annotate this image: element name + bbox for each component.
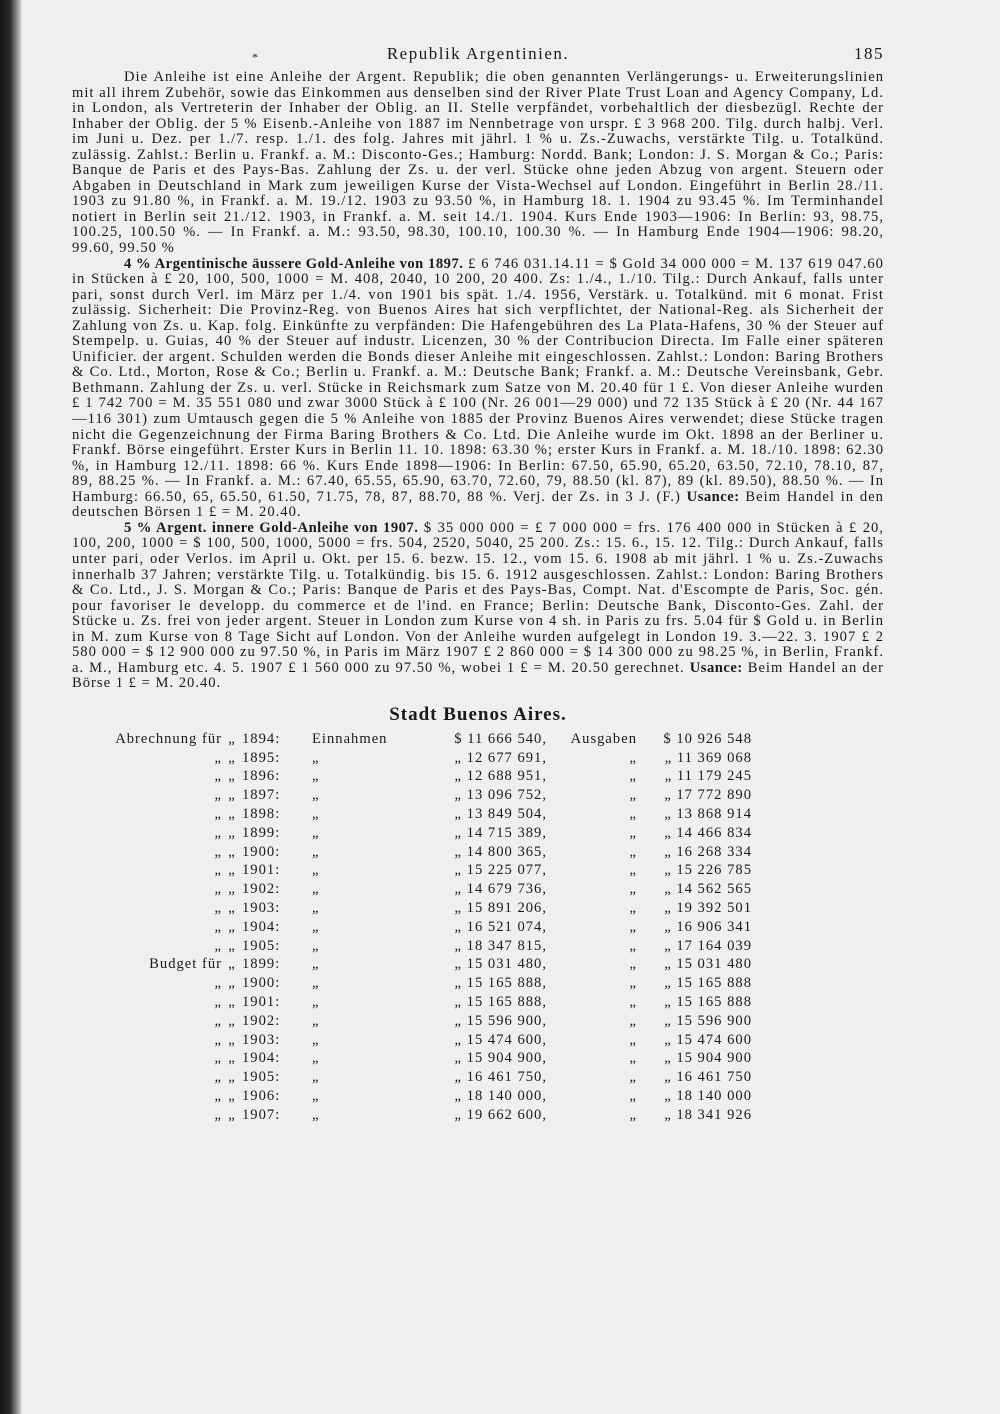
income-label: „ xyxy=(312,900,320,917)
expense-label: „ xyxy=(629,824,637,841)
heading-gold-loan-1907: 5 % Argent. innere Gold-Anleihe von 1907. xyxy=(124,519,419,536)
row-label: „ xyxy=(214,1069,222,1086)
expense-label: „ xyxy=(629,1050,637,1067)
income-value: „ 15 165 888, xyxy=(454,994,547,1011)
paragraph-gold-loan-1907 xyxy=(72,521,884,692)
expense-label: „ xyxy=(629,937,637,954)
expense-value: „ 15 165 888 xyxy=(664,994,752,1011)
section-title: Stadt Buenos Aires. xyxy=(389,703,567,725)
table-row xyxy=(72,937,884,956)
row-year: 1902: xyxy=(242,1012,281,1029)
expense-label: „ xyxy=(629,900,637,917)
income-value: „ 18 140 000, xyxy=(454,1088,547,1105)
expense-value: „ 18 341 926 xyxy=(664,1106,752,1123)
row-year: 1899: xyxy=(242,824,281,841)
income-value: „ 15 596 900, xyxy=(454,1012,547,1029)
row-label: Budget für xyxy=(149,956,222,973)
ditto-mark: „ xyxy=(228,862,236,879)
income-value: „ 16 521 074, xyxy=(454,918,547,935)
income-value: „ 15 474 600, xyxy=(454,1031,547,1048)
row-label: „ xyxy=(214,900,222,917)
page-number: 185 xyxy=(854,44,884,63)
table-row xyxy=(72,1087,884,1106)
ditto-mark: „ xyxy=(228,730,236,747)
row-label: „ xyxy=(214,881,222,898)
row-label: „ xyxy=(214,1050,222,1067)
table-row xyxy=(72,1049,884,1068)
table-row xyxy=(72,918,884,937)
table-row xyxy=(72,974,884,993)
income-value: „ 13 849 504, xyxy=(454,806,547,823)
table-row xyxy=(72,824,884,843)
ditto-mark: „ xyxy=(228,843,236,860)
expense-label: „ xyxy=(629,787,637,804)
expense-value: „ 15 031 480 xyxy=(664,956,752,973)
row-year: 1904: xyxy=(242,918,281,935)
income-label: „ xyxy=(312,824,320,841)
table-row xyxy=(72,861,884,880)
page-title: Republik Argentinien. xyxy=(386,44,570,63)
expense-label: „ xyxy=(629,956,637,973)
income-label: „ xyxy=(312,881,320,898)
row-label: „ xyxy=(214,768,222,785)
row-year: 1901: xyxy=(242,994,281,1011)
usance-label: Usance: xyxy=(689,659,743,676)
expense-value: „ 17 164 039 xyxy=(664,937,752,954)
row-year: 1905: xyxy=(242,937,281,954)
revenue-expense-table xyxy=(72,730,884,1125)
ditto-mark: „ xyxy=(228,1069,236,1086)
table-row xyxy=(72,730,884,749)
row-label: „ xyxy=(214,806,222,823)
table-row xyxy=(72,1012,884,1031)
row-year: 1902: xyxy=(242,881,281,898)
expense-label: „ xyxy=(629,749,637,766)
expense-value: „ 15 226 785 xyxy=(664,862,752,879)
ditto-mark: „ xyxy=(228,900,236,917)
row-label: Abrechnung für xyxy=(115,730,222,747)
expense-label: „ xyxy=(629,994,637,1011)
ditto-mark: „ xyxy=(228,1050,236,1067)
ditto-mark: „ xyxy=(228,1012,236,1029)
table-row xyxy=(72,786,884,805)
row-year: 1899: xyxy=(242,956,281,973)
income-label: „ xyxy=(312,975,320,992)
income-label: „ xyxy=(312,862,320,879)
expense-label: „ xyxy=(629,843,637,860)
document-page xyxy=(72,40,884,1125)
row-label: „ xyxy=(214,824,222,841)
row-label: „ xyxy=(214,937,222,954)
expense-value: „ 15 596 900 xyxy=(664,1012,752,1029)
expense-value: „ 17 772 890 xyxy=(664,787,752,804)
table-row xyxy=(72,1068,884,1087)
expense-value: „ 15 165 888 xyxy=(664,975,752,992)
usance-label: Usance: xyxy=(686,488,740,505)
income-label: „ xyxy=(312,937,320,954)
income-label: „ xyxy=(312,1050,320,1067)
table-row xyxy=(72,805,884,824)
row-year: 1898: xyxy=(242,806,281,823)
usance-text: Beim Handel an der Börse 1 £ = M. 20.40. xyxy=(72,659,884,692)
income-label: „ xyxy=(312,806,320,823)
income-value: „ 14 715 389, xyxy=(454,824,547,841)
income-label: „ xyxy=(312,1031,320,1048)
income-value: „ 18 347 815, xyxy=(454,937,547,954)
income-value: „ 12 677 691, xyxy=(454,749,547,766)
income-value: „ 15 165 888, xyxy=(454,975,547,992)
income-label: „ xyxy=(312,956,320,973)
income-label: „ xyxy=(312,994,320,1011)
income-value: „ 19 662 600, xyxy=(454,1106,547,1123)
row-label: „ xyxy=(214,1106,222,1123)
row-label: „ xyxy=(214,749,222,766)
ditto-mark: „ xyxy=(228,1031,236,1048)
table-row xyxy=(72,749,884,768)
row-label: „ xyxy=(214,975,222,992)
expense-value: „ 13 868 914 xyxy=(664,806,752,823)
scan-binding-edge xyxy=(0,0,22,1414)
expense-label: „ xyxy=(629,975,637,992)
income-value: „ 15 904 900, xyxy=(454,1050,547,1067)
row-year: 1894: xyxy=(242,730,281,747)
income-label: „ xyxy=(312,787,320,804)
expense-label: „ xyxy=(629,1106,637,1123)
usance-text: Beim Handel in den deutschen Börsen 1 £ = M. 20.40. xyxy=(72,488,884,521)
income-value: „ 14 679 736, xyxy=(454,881,547,898)
income-label: „ xyxy=(312,1106,320,1123)
expense-label: „ xyxy=(629,1012,637,1029)
expense-label: „ xyxy=(629,1088,637,1105)
ditto-mark: „ xyxy=(228,824,236,841)
income-label: „ xyxy=(312,918,320,935)
row-year: 1903: xyxy=(242,1031,281,1048)
table-row xyxy=(72,993,884,1012)
ditto-mark: „ xyxy=(228,1088,236,1105)
expense-value: „ 16 906 341 xyxy=(664,918,752,935)
income-value: „ 14 800 365, xyxy=(454,843,547,860)
row-label: „ xyxy=(214,1088,222,1105)
table-row xyxy=(72,899,884,918)
table-row xyxy=(72,1031,884,1050)
row-year: 1904: xyxy=(242,1050,281,1067)
expense-value: „ 11 179 245 xyxy=(664,768,752,785)
row-label: „ xyxy=(214,787,222,804)
row-year: 1903: xyxy=(242,900,281,917)
table-row xyxy=(72,767,884,786)
row-year: 1897: xyxy=(242,787,281,804)
row-year: 1901: xyxy=(242,862,281,879)
ditto-mark: „ xyxy=(228,956,236,973)
income-label: Einnahmen xyxy=(312,730,388,747)
table-row xyxy=(72,843,884,862)
ditto-mark: „ xyxy=(228,994,236,1011)
ditto-mark: „ xyxy=(228,749,236,766)
row-label: „ xyxy=(214,1012,222,1029)
income-value: „ 15 225 077, xyxy=(454,862,547,879)
expense-value: „ 15 904 900 xyxy=(664,1050,752,1067)
row-label: „ xyxy=(214,843,222,860)
heading-gold-loan-1897: 4 % Argentinische äussere Gold-Anleihe von 1897. xyxy=(124,255,464,272)
expense-value: „ 19 392 501 xyxy=(664,900,752,917)
table-row xyxy=(72,1106,884,1125)
ditto-mark: „ xyxy=(228,787,236,804)
ditto-mark: „ xyxy=(228,937,236,954)
income-value: „ 16 461 750, xyxy=(454,1069,547,1086)
ditto-mark: „ xyxy=(228,806,236,823)
row-label: „ xyxy=(214,862,222,879)
row-label: „ xyxy=(214,1031,222,1048)
income-label: „ xyxy=(312,1012,320,1029)
ditto-mark: „ xyxy=(228,918,236,935)
expense-label: Ausgaben xyxy=(570,730,637,747)
income-value: $ 11 666 540, xyxy=(454,730,547,747)
expense-label: „ xyxy=(629,1031,637,1048)
income-label: „ xyxy=(312,1088,320,1105)
ditto-mark: „ xyxy=(228,881,236,898)
income-label: „ xyxy=(312,1069,320,1086)
row-year: 1896: xyxy=(242,768,281,785)
ditto-mark: „ xyxy=(228,1106,236,1123)
expense-value: „ 16 461 750 xyxy=(664,1069,752,1086)
income-value: „ 15 031 480, xyxy=(454,956,547,973)
expense-label: „ xyxy=(629,881,637,898)
expense-value: „ 15 474 600 xyxy=(664,1031,752,1048)
expense-label: „ xyxy=(629,862,637,879)
expense-value: „ 16 268 334 xyxy=(664,843,752,860)
expense-value: „ 11 369 068 xyxy=(664,749,752,766)
paragraph-gold-loan-1897 xyxy=(72,257,884,521)
expense-label: „ xyxy=(629,1069,637,1086)
expense-label: „ xyxy=(629,918,637,935)
ditto-mark: „ xyxy=(228,975,236,992)
expense-value: $ 10 926 548 xyxy=(663,730,752,747)
row-year: 1900: xyxy=(242,975,281,992)
expense-label: „ xyxy=(629,806,637,823)
running-head xyxy=(72,40,884,70)
table-row xyxy=(72,880,884,899)
income-label: „ xyxy=(312,843,320,860)
printer-mark: * xyxy=(252,50,260,64)
expense-value: „ 14 466 834 xyxy=(664,824,752,841)
income-label: „ xyxy=(312,749,320,766)
income-value: „ 15 891 206, xyxy=(454,900,547,917)
ditto-mark: „ xyxy=(228,768,236,785)
row-label: „ xyxy=(214,918,222,935)
text-gold-loan-1907: $ 35 000 000 = £ 7 000 000 = frs. 176 400 000 in Stücken à £ 20, 100, 200, 1000 = $ 100, 500, 1000, 5000 = frs. 504, 2520, 5040, 25 200. Zs.: 15. 6., 15. 12. Tilg.: Durch Ankauf, falls unter pari, oder Verlos. im April u. Okt. per 15. 6. bezw. 15. 12., vom 15. 6. 1908 ab mit jährl. 1 % u. Zs.-Zuwachs innerhalb 37 Jahren; verstärkte Tilg. u. Totalkündig. bis 15. 6. 1912 ausgeschlossen. Zahlst.: London: Baring Brothers & Co. Ltd., J. S. Morgan & Co.; Paris: Banque de Paris et des Pays-Bas, Compt. Nat. d'Escompte de Paris, Soc. gén. pour favoriser le developp. du commerce et de l'ind. en France; Berlin: Deutsche Bank, Disconto-Ges. Zahl. der Stücke u. Zs. frei von jeder argent. Steuer in London zum Kurse von 4 sh. in Paris zu frs. 5.04 für $ Gold u. in Berlin in M. zum Kurse von 8 Tage Sicht auf London. Von der Anleihe wurden aufgelegt in London 19. 3.—22. 3. 1907 £ 2 580 000 = $ 12 900 000 zu 97.50 %, in Paris im März 1907 £ 2 860 000 = $ 14 300 000 zu 98.25 %, in Berlin, Frankf. a. M., Hamburg etc. 4. 5. 1907 £ 1 560 000 zu 97.50 %, wobei 1 £ = M. 20.50 gerechnet. xyxy=(72,519,884,676)
row-year: 1905: xyxy=(242,1069,281,1086)
expense-value: „ 14 562 565 xyxy=(664,881,752,898)
row-year: 1900: xyxy=(242,843,281,860)
table-row xyxy=(72,955,884,974)
row-year: 1907: xyxy=(242,1106,281,1123)
income-value: „ 12 688 951, xyxy=(454,768,547,785)
expense-label: „ xyxy=(629,768,637,785)
row-year: 1906: xyxy=(242,1088,281,1105)
row-year: 1895: xyxy=(242,749,281,766)
row-label: „ xyxy=(214,994,222,1011)
paragraph-loan-description: Die Anleihe ist eine Anleihe der Argent. Republik; die oben genannten Verlängerungs- u. Erweiterungslinien mit all ihrem Zubehör, sowie das Einkommen aus denselben sind der River Plate Trust Loan and Agency Company, Ld. in London, als Vertreterin der Inhaber der Oblig. an II. Stelle verpfändet, vorbehaltlich der diesbezügl. Rechte der Inhaber der Oblig. der 5 % Eisenb.-Anleihe von 1887 im Nennbetrage von urspr. £ 3 968 200. Tilg. durch halbj. Verl. im Juni u. Dez. per 1./7. resp. 1./1. des folg. Jahres mit jährl. 1 % u. Zs.-Zuwachs, verstärkte Tilg. u. Totalkünd. zulässig. Zahlst.: Berlin u. Frankf. a. M.: Disconto-Ges.; Hamburg: Nordd. Bank; London: J. S. Morgan & Co.; Paris: Banque de Paris et des Pays-Bas. Zahlung der Zs. u. der verl. Stücke ohne jeden Abzug von argent. Steuern oder Abgaben in Deutschland in Mark zum jeweiligen Kurse der Vista-Wechsel auf London. Eingeführt in Berlin 28./11. 1903 zu 91.80 %, in Frankf. a. M. 19./12. 1903 zu 93.50 %, in Hamburg 18. 1. 1904 zu 93.45 %. Im Terminhandel notiert in Berlin seit 21./12. 1903, in Frankf. a. M. seit 14./1. 1904. Kurs Ende 1903—1906: In Berlin: 93, 98.75, 100.25, 100.50 %. — In Frankf. a. M.: 93.50, 98.30, 100.10, 100.30 %. — In Hamburg Ende 1904—1906: 98.20, 99.60, 99.50 % xyxy=(72,69,884,257)
income-value: „ 13 096 752, xyxy=(454,787,547,804)
body-text xyxy=(72,70,884,692)
income-label: „ xyxy=(312,768,320,785)
expense-value: „ 18 140 000 xyxy=(664,1088,752,1105)
text-gold-loan-1897: £ 6 746 031.14.11 = $ Gold 34 000 000 = M. 137 619 047.60 in Stücken à £ 20, 100, 500, 1000 = M. 408, 2040, 10 200, 20 400. Zs: 1./4., 1./10. Tilg.: Durch Ankauf, falls unter pari, sonst durch Verl. im März per 1./4. von 1901 bis spät. 1./4. 1956, Verstärk. u. Totalkünd. mit 6 monat. Frist zulässig. Sicherheit: Die Provinz-Reg. von Buenos Aires hat sich verpflichtet, der National-Reg. als Sicherheit der Zahlung von Zs. u. Kap. folg. Einkünfte zu verpfänden: Die Hafengebühren des La Plata-Hafens, 30 % der Steuer auf Stempelp. u. Guias, 40 % der Steuer auf industr. Licenzen, 30 % der Contribucion Directa. Im Falle einer späteren Unificier. der argent. Schulden werden die Bonds dieser Anleihe mit eingeschlossen. Zahlst.: London: Baring Brothers & Co. Ltd., Morton, Rose & Co.; Berlin u. Frankf. a. M.: Deutsche Bank; Frankf. a. M.: Deutsche Vereinsbank, Gebr. Bethmann. Zahlung der Zs. u. verl. Stücke in Reichsmark zum Satze von M. 20.40 für 1 £. Von dieser Anleihe wurden £ 1 742 700 = M. 35 551 080 und zwar 3000 Stück à £ 100 (Nr. 26 001—29 000) und 72 135 Stück à £ 20 (Nr. 44 167—116 301) zum Umtausch gegen die 5 % Anleihe von 1885 der Provinz Buenos Aires verwendet; diese Stücke tragen nicht die Gegenzeichnung der Firma Baring Brothers & Co. Ltd. Die Anleihe wurde im Okt. 1898 an der Berliner u. Frankf. Börse eingeführt. Erster Kurs in Berlin 11. 10. 1898: 63.30 %; erster Kurs in Frankf. a. M. 18./10. 1898: 62.30 %, in Hamburg 12./11. 1898: 66 %. Kurs Ende 1898—1906: In Berlin: 67.50, 65.90, 65.20, 63.50, 72.10, 78.10, 87, 89, 88.25 %. — In Frankf. a. M.: 67.40, 65.55, 65.90, 63.70, 72.60, 79, 88.50 (kl. 87), 89 (kl. 89.50), 88.50 %. — In Hamburg: 66.50, 65, 65.50, 61.50, 71.75, 78, 87, 88.70, 88 %. Verj. der Zs. in 3 J. (F.) xyxy=(72,255,884,505)
